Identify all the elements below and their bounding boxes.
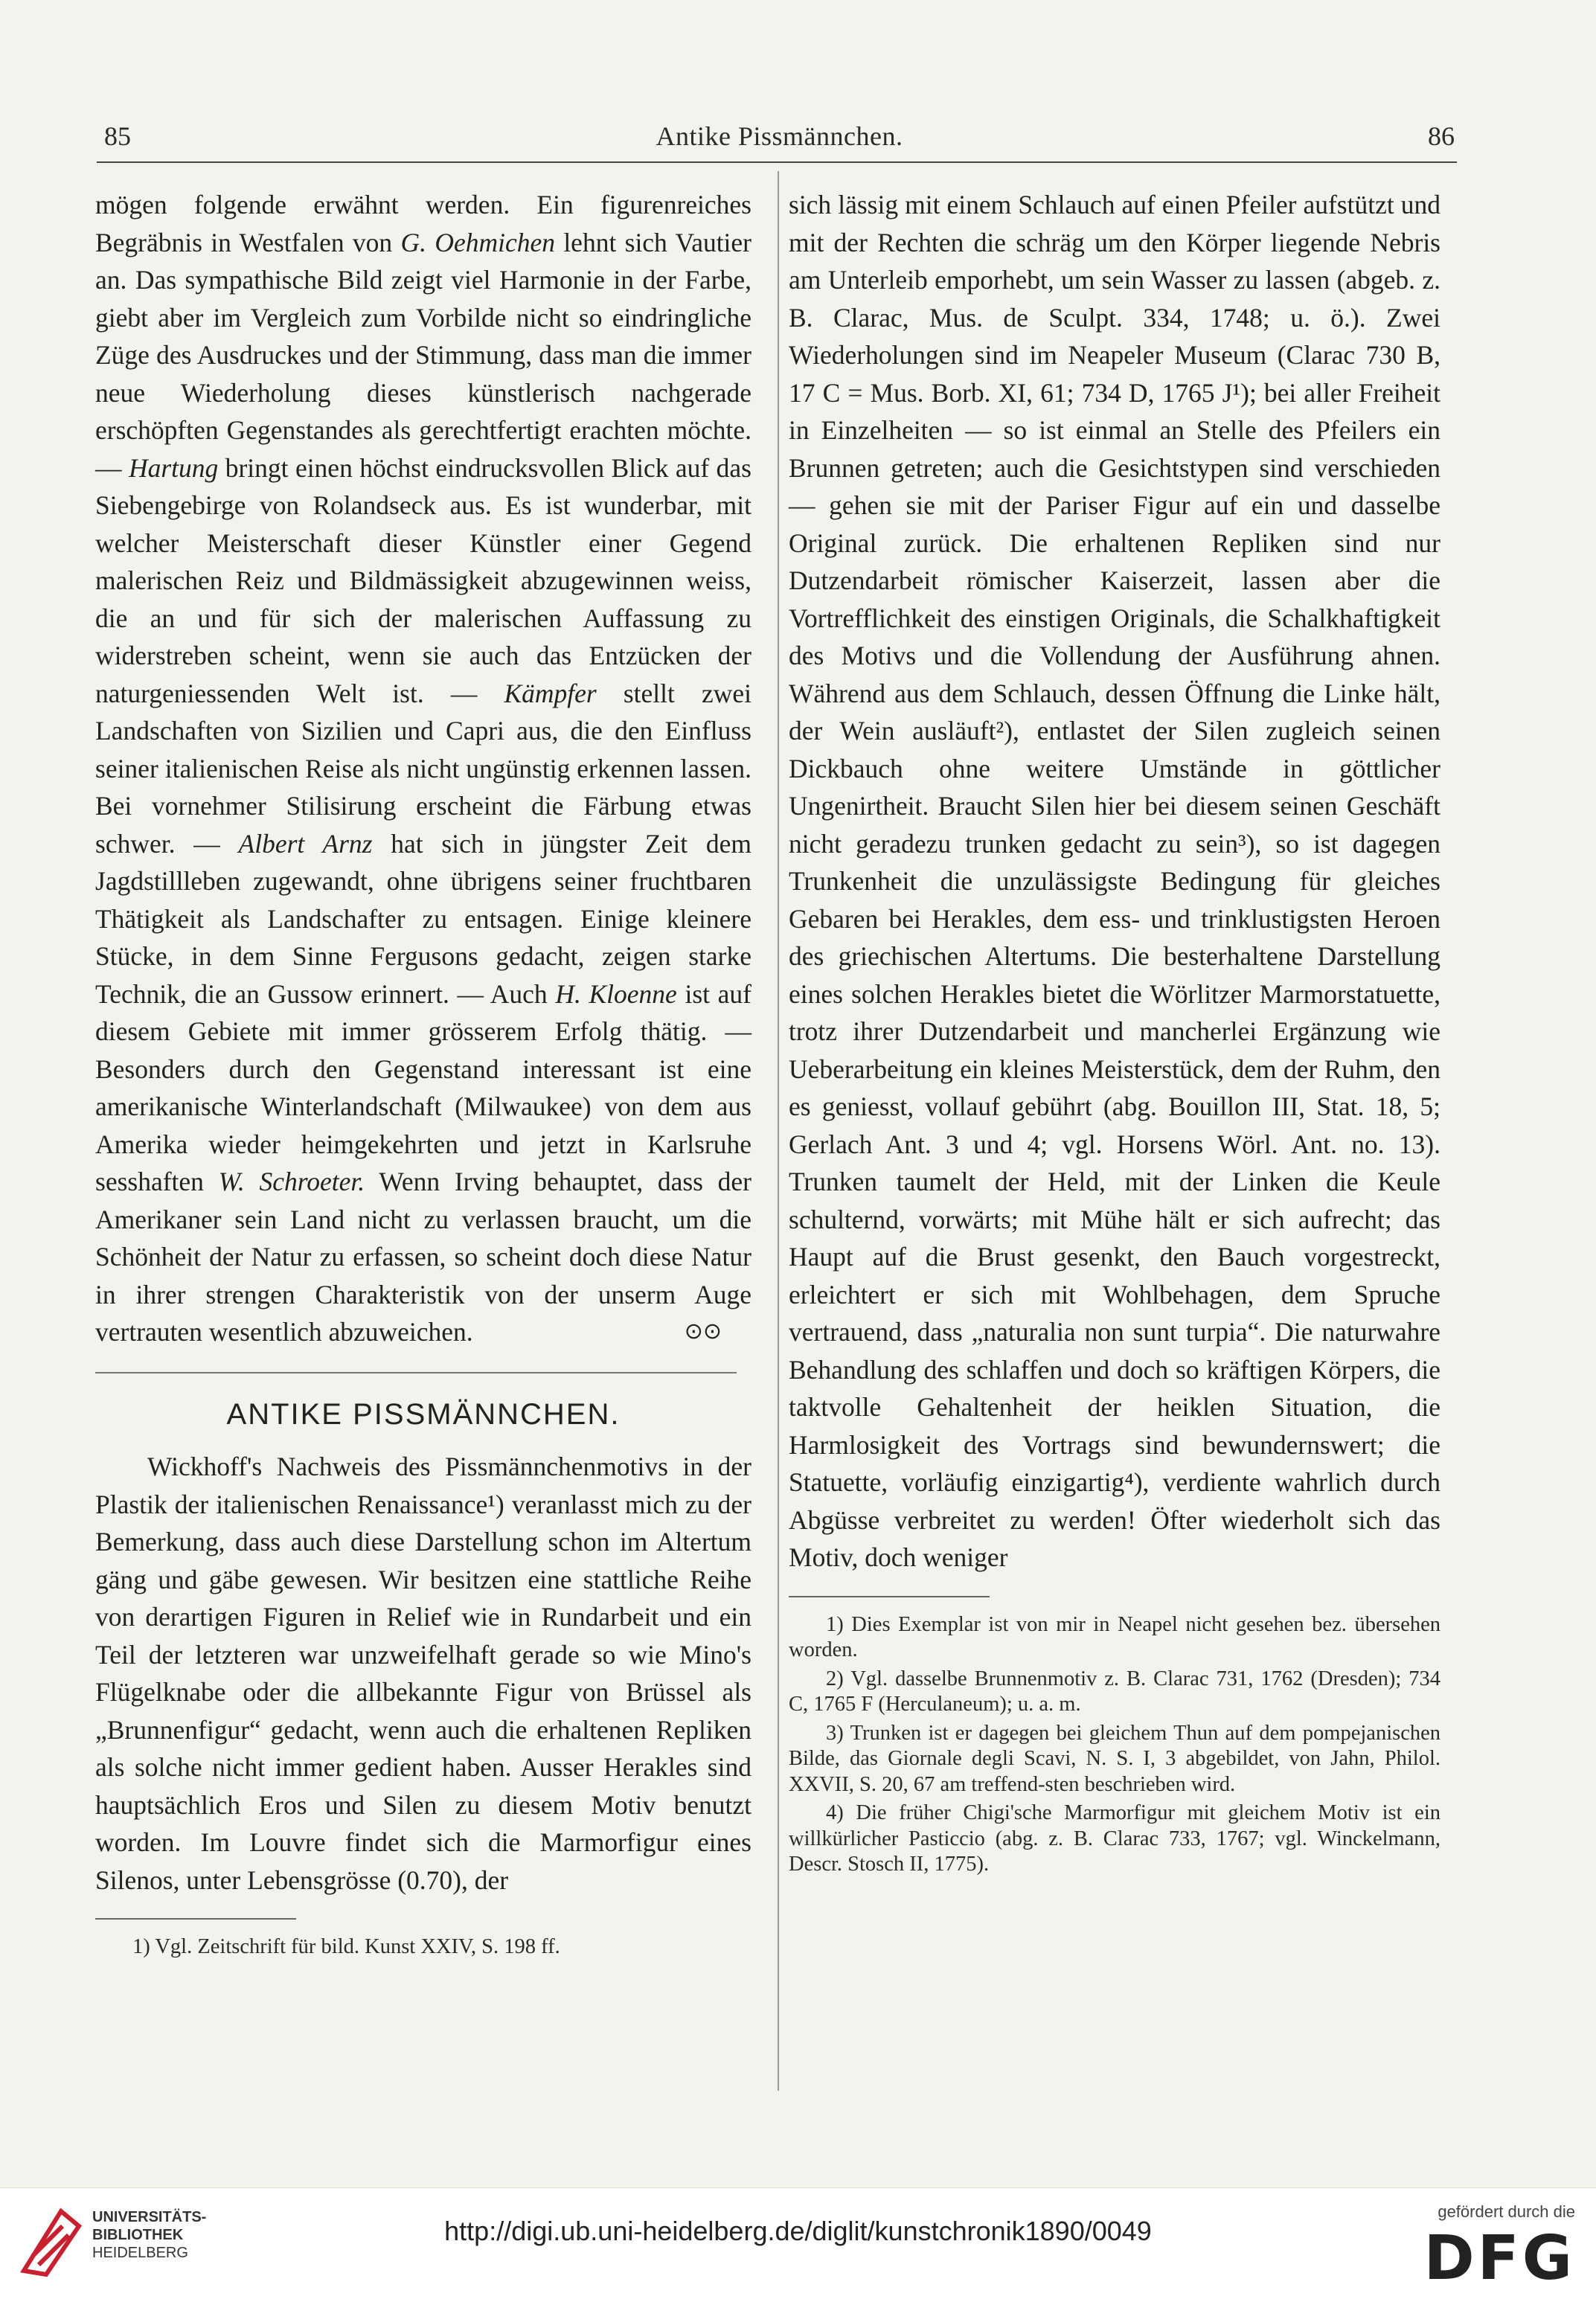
- left-column: [95, 186, 751, 1963]
- permalink-url[interactable]: http://digi.ub.uni-heidelberg.de/diglit/kunstchronik1890/0049: [444, 2216, 1152, 2246]
- running-title: Antike Pissmännchen.: [656, 121, 903, 151]
- page-number-right: 86: [1428, 121, 1455, 151]
- page-number-left: 85: [104, 121, 131, 151]
- section-divider: [95, 1372, 737, 1373]
- artist-name: Albert Arnz: [238, 828, 373, 859]
- footnotes-left: [95, 1934, 751, 1960]
- footnotes-right: [789, 1612, 1440, 1878]
- footnote: 2) Vgl. dasselbe Brunnenmotiv z. B. Clarac 731, 1762 (Dresden); 734 C, 1765 F (Herculaneum); u. a. m.: [789, 1667, 1440, 1716]
- text-segment: ist auf diesem Gebiete mit immer grösserem Erfolg thätig. — Besonders durch den Gegenstand interessant ist eine amerikanische Winterlandschaft (Milwaukee) von dem aus Amerika wieder heimgekehrten und jetzt in Karlsruhe sesshaften: [95, 978, 751, 1196]
- end-mark: ⊙⊙: [684, 1318, 722, 1344]
- footnote: 1) Vgl. Zeitschrift für bild. Kunst XXIV, S. 198 ff.: [132, 1935, 560, 1958]
- header-rule: [97, 161, 1457, 163]
- text-segment: bringt einen höchst eindrucksvollen Blick auf das Siebengebirge von Rolandseck aus. Es ist wunderbar, mit welcher Meisterschaft dieser Künstler einer Gegend malerischen Reiz und Bildmässigkeit abzugewinnen weiss, die an und für sich der malerischen Auffassung zu widerstreben scheint, wenn sie auch das Entzücken der naturgeniessenden Welt ist. —: [95, 452, 751, 708]
- library-name-line: BIBLIOTHEK: [92, 2227, 184, 2243]
- artist-name: Kämpfer: [504, 678, 597, 708]
- section-title: ANTIKE PISSMÄNNCHEN.: [226, 1397, 621, 1431]
- artist-name: Hartung: [128, 452, 219, 483]
- text-segment: lehnt sich Vautier an. Das sympathische Bild zeigt viel Harmonie in der Farbe, giebt aber im Vergleich zum Vorbilde nicht so eindringliche Züge des Ausdruckes und der Stimmung, dass man die immer neue Wiederholung dieses künstlerisch nachgerade erschöpften Gegenstandes als gerechtfertigt erachten möchte. —: [95, 227, 752, 483]
- text-segment: mögen folgende erwähnt werden. Ein figurenreiches Begräbnis in Westfalen von: [95, 190, 751, 257]
- artist-name: W. Schroeter.: [218, 1167, 365, 1196]
- text-segment: stellt zwei Landschaften von Sizilien und Capri aus, die den Einfluss seiner italienischen Reise als nicht ungünstig erkennen lassen. Bei vornehmer Stilisirung erscheint die Färbung etwas schwer. —: [95, 678, 751, 859]
- column-separator: [778, 171, 779, 2091]
- artist-name: G. Oehmichen: [400, 227, 555, 257]
- text-segment: hat sich in jüngster Zeit dem Jagdstillleben zugewandt, ohne übrigens seiner fruchtbaren Thätigkeit als Landschafter zu entsagen. Einige kleinere Stücke, in dem Sinne Fergusons gedacht, zeigen starke Technik, die an Gussow erinnert. — Auch: [95, 828, 751, 1009]
- footnote: 3) Trunken ist er dagegen bei gleichem Thun auf dem pompejanischen Bilde, das Giornale degli Scavi, N. S. I, 3 abgebildet, von Jahn, Philol. XXVII, S. 20, 67 am treffend-sten beschrieben wird.: [789, 1721, 1440, 1796]
- right-column: [789, 186, 1440, 1881]
- sponsor-text: gefördert durch die: [1438, 2202, 1575, 2221]
- paragraph-continuation: sich lässig mit einem Schlauch auf einen Pfeiler aufstützt und mit der Rechten die schräg um den Körper liegende Nebris am Unterleib emporhebt, um sein Wasser zu lassen (abgeb. z. B. Clarac, Mus. de Sculpt. 334, 1748; u. ö.). Zwei Wiederholungen sind im Neapeler Museum (Clarac 730 B, 17 C = Mus. Borb. XI, 61; 734 D, 1765 J¹); bei aller Freiheit in Einzelheiten — so ist einmal an Stelle des Pfeilers ein Brunnen getreten; auch die Gesichtstypen sind verschieden — gehen sie mit der Pariser Figur auf ein und dasselbe Original zurück. Die erhaltenen Repliken sind nur Dutzendarbeit römischer Kaiserzeit, lassen aber die Vortrefflichkeit des einstigen Originals, die Schalkhaftigkeit des Motivs und die Vollendung der Ausführung ahnen. Während aus dem Schlauch, dessen Öffnung die Linke hält, der Wein ausläuft²), entlastet der Silen zugleich seinen Dickbauch ohne weitere Umstände in göttlicher Ungenirtheit. Braucht Silen hier bei diesem seinen Geschäft nicht geradezu trunken gedacht zu sein³), so ist dagegen Trunkenheit die unzulässigste Bedingung für gleiches Gebaren bei Herakles, dem ess- und trinklustigsten Heroen des griechischen Altertums. Die besterhaltene Darstellung eines solchen Herakles bietet die Wörlitzer Marmorstatuette, trotz ihrer Dutzendarbeit und mancherlei Ergänzung wie Ueberarbeitung ein kleines Meisterstück, dem der Ruhm, den es geniesst, vollauf gebührt (abg. Bouillon III, Stat. 18, 5; Gerlach Ant. 3 und 4; vgl. Horsens Wörl. Ant. no. 13). Trunken taumelt der Held, mit der Linken die Keule schulternd, vorwärts; mit Mühe hält er sich aufrecht; das Haupt auf die Brust gesenkt, den Bauch vorgestreckt, erleichtert er sich mit Wohlbehagen, dem Spruche vertrauend, dass „naturalia non sunt turpia“. Die naturwahre Behandlung des schlaffen und doch so kräftigen Körpers, die taktvolle Gehaltenheit der heiklen Situation, die Harmlosigkeit des Vortrags sind bewundernswert; die Statuette, vorläufig einzigartig⁴), verdiente wahrlich durch Abgüsse verbreitet zu werden! Öfter wiederholt sich das Motiv, doch weniger: [789, 190, 1440, 1572]
- artist-name: H. Kloenne: [555, 978, 677, 1009]
- footnote: 4) Die früher Chigi'sche Marmorfigur mit gleichem Motiv ist ein willkürlicher Pasticcio (abg. z. B. Clarac 733, 1767; vgl. Winckelmann, Descr. Stosch II, 1775).: [789, 1801, 1440, 1876]
- paragraph-exhibition-review: [95, 186, 751, 1351]
- footnote-rule: [789, 1596, 990, 1597]
- dfg-logo-icon: DFG: [1423, 2223, 1575, 2294]
- footnote: 1) Dies Exemplar ist von mir in Neapel nicht gesehen bez. übersehen worden.: [789, 1612, 1440, 1661]
- library-name-line: UNIVERSITÄTS-: [92, 2209, 207, 2225]
- paragraph-pissmaennchen: Wickhoff's Nachweis des Pissmännchenmotivs in der Plastik der italienischen Renaissance¹) veranlasst mich zu der Bemerkung, dass auch diese Darstellung schon im Altertum gäng und gäbe gewesen. Wir besitzen eine stattliche Reihe von derartigen Figuren in Relief wie in Rundarbeit und ein Teil der letzteren war unzweifelhaft gerade so wie Mino's Flügelknabe oder die allbekannte Figur von Brüssel als „Brunnenfigur“ gedacht, wenn auch die erhaltenen Repliken als solche nicht immer gedient haben. Ausser Herakles sind hauptsächlich Eros und Silen zu diesem Motiv benutzt worden. Im Louvre findet sich die Marmorfigur eines Silenos, unter Lebensgrösse (0.70), der: [95, 1452, 751, 1895]
- library-name-line: HEIDELBERG: [92, 2245, 188, 2261]
- page-header: [104, 121, 1455, 165]
- footnote-rule: [95, 1918, 296, 1920]
- text-segment: Wenn Irving behauptet, dass der Amerikaner sein Land nicht zu verlassen braucht, um die Schönheit der Natur zu erfassen, so scheint doch diese Natur in ihrer strengen Charakteristik von der unserm Auge vertrauten wesentlich abzuweichen.: [95, 1167, 752, 1347]
